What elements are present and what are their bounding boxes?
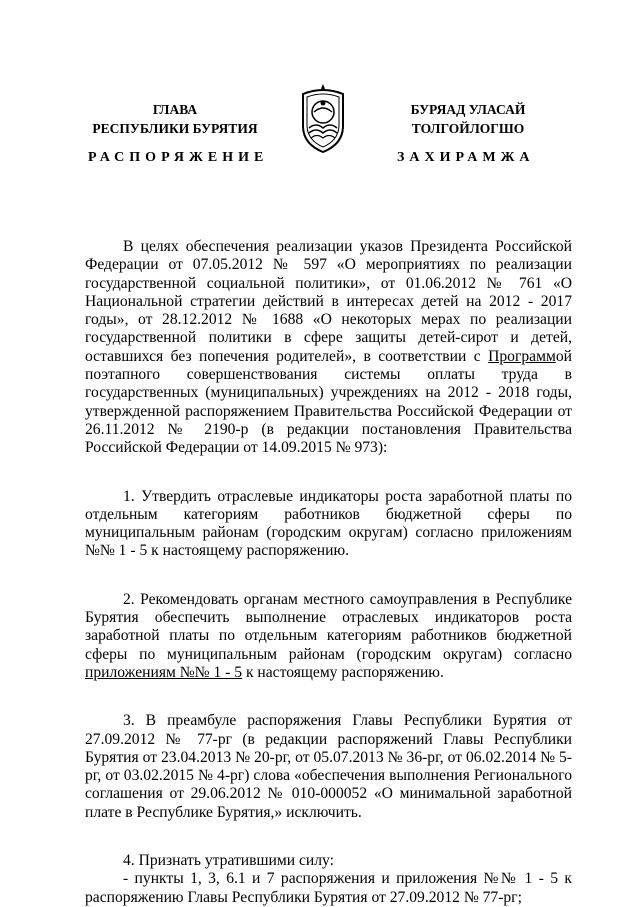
issuer-line-2-buryat: ТОЛГОЙЛОГШО [411, 121, 525, 136]
document-body [85, 238, 572, 907]
coat-of-arms-icon [297, 82, 349, 154]
issuer-line-1-buryat: БУРЯАД УЛАСАЙ [410, 102, 526, 117]
item-4-subitem-1: - пункты 1, 3, 6.1 и 7 распоряжения и приложения №№ 1 - 5 к распоряжению Главы Республики Бурятия от 27.09.2012 № 77-рг; [85, 870, 572, 906]
item-3: 3. В преамбуле распоряжения Главы Республики Бурятия от 27.09.2012 № 77-рг (в редакции распоряжений Главы Республики Бурятия от 23.04.2013 № 20-рг, от 05.07.2013 № 36-рг, от 06.02.2014 № 5-рг, от 03.02.2015 № 4-рг) слова «обеспечения выполнения Регионального соглашения от 29.06.2012 № 010-000052 «О минимальной заработной плате в Республике Бурятия,» исключить. [85, 712, 572, 821]
item-1: 1. Утвердить отраслевые индикаторы роста заработной платы по отдельным категориям работников бюджетной сферы по муниципальным районам (городским округам) согласно приложениям №№ 1 - 5 к настоящему распоряжению. [85, 487, 572, 560]
document-type-buryat: ЗАХИРАМЖА [397, 150, 535, 165]
issuer-line-1: ГЛАВА [152, 102, 198, 117]
program-link[interactable]: Программ [488, 347, 556, 365]
preamble-text-start: В целях обеспечения реализации указов Президента Российской Федерации от 07.05.2012 № 597 «О мероприятиях по реализации государственной социальной политики», от 01.06.2012 № 761 «О Национальной стратегии действий в интересах детей на 2012 - 2017 годы», от 28.12.2012 № 1688 «О некоторых мерах по реализации государственной политики в сфере защиты детей-сирот и детей, оставшихся без попечения родителей», в соответствии с [85, 238, 572, 365]
preamble-paragraph [85, 238, 572, 458]
item-4-title: 4. Признать утратившими силу: [123, 852, 334, 870]
issuer-line-2: РЕСПУБЛИКИ БУРЯТИЯ [92, 121, 258, 136]
appendices-link[interactable]: приложениям №№ 1 - 5 [85, 663, 243, 681]
item-2 [85, 591, 572, 682]
item-2-text-end: к настоящему распоряжению. [242, 663, 444, 681]
preamble-text-end: ой поэтапного совершенствования системы оплаты труда в государственных (муниципальных) учреждениях на 2012 - 2018 годы, утвержденной распоряжением Правительства Российской Федерации от 26.11.2012 № 2190-р (в редакции постановления Правительства Российской Федерации от 14.09.2015 № 973): [85, 347, 572, 457]
issuer-title-russian [70, 100, 280, 138]
item-2-text-start: 2. Рекомендовать органам местного самоуправления в Республике Бурятия обеспечить выполнение отраслевых индикаторов роста заработной платы по отдельным категориям работников бюджетной сферы по муниципальным районам (городским округам) согласно [85, 590, 572, 663]
issuer-title-buryat [368, 100, 568, 138]
document-type-russian: РАСПОРЯЖЕНИЕ [88, 150, 269, 165]
